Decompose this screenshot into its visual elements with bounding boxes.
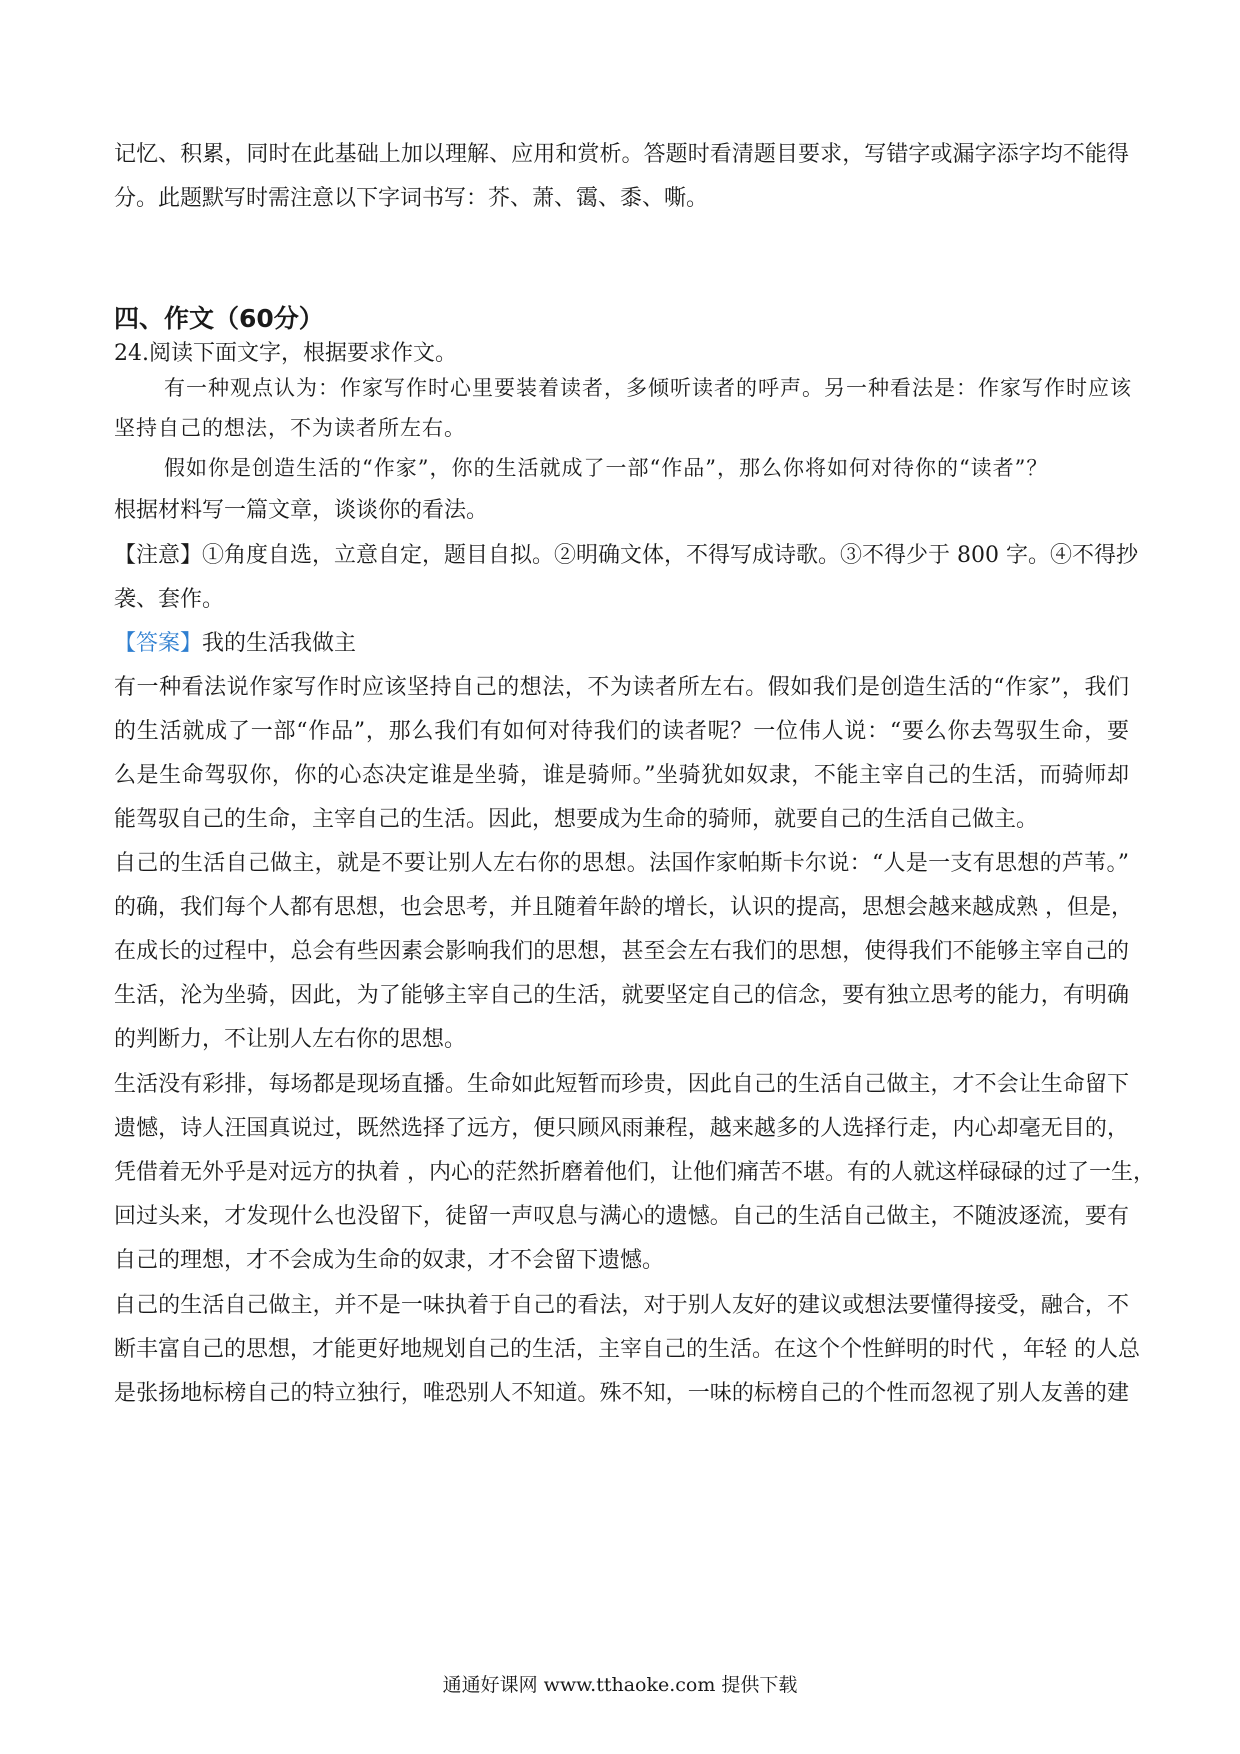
essay-line: 能驾驭自己的生命，主宰自己的生活。因此，想要成为生命的骑师，就要自己的生活自己做主。 bbox=[114, 807, 1039, 832]
answer-title: 我的生活我做主 bbox=[202, 631, 357, 656]
essay-line: 是张扬地标榜自己的特立独行，唯恐别人不知道。殊不知，一味的标榜自己的个性而忽视了别人友善的建 bbox=[114, 1381, 1129, 1406]
material-line-2: 坚持自己的想法，不为读者所左右。 bbox=[114, 416, 466, 440]
intro-line-1: 记忆、积累，同时在此基础上加以理解、应用和赏析。答题时看清题目要求，写错字或漏字添字均不能得 bbox=[114, 142, 1129, 167]
essay-line: 在成长的过程中，总会有些因素会影响我们的思想，甚至会左右我们的思想，使得我们不能够主宰自己的 bbox=[114, 939, 1129, 964]
essay-line: 有一种看法说作家写作时应该坚持自己的想法，不为读者所左右。假如我们是创造生活的“作家”，我们 bbox=[114, 675, 1129, 700]
question-number-line: 24.阅读下面文字，根据要求作文。 bbox=[114, 341, 457, 366]
intro-line-2: 分。此题默写时需注意以下字词书写：芥、萧、霭、黍、嘶。 bbox=[114, 186, 709, 211]
essay-line: 断丰富自己的思想，才能更好地规划自己的生活，主宰自己的生活。在这个个性鲜明的时代 ，年轻 的人总 bbox=[114, 1337, 1140, 1362]
answer-tag: 【答案】 bbox=[114, 631, 203, 656]
essay-line: 自己的理想，才不会成为生命的奴隶，才不会留下遗憾。 bbox=[114, 1248, 665, 1273]
task-line: 根据材料写一篇文章，谈谈你的看法。 bbox=[114, 498, 489, 523]
essay-line: 的生活就成了一部“作品”，那么我们有如何对待我们的读者呢？一位伟人说：“要么你去驾驭生命，要 bbox=[114, 719, 1129, 744]
essay-line: 生活，沦为坐骑，因此，为了能够主宰自己的生活，就要坚定自己的信念，要有独立思考的能力，有明确 bbox=[114, 983, 1129, 1008]
essay-line: 凭借着无外乎是对远方的执着 ，内心的茫然折磨着他们，让他们痛苦不堪。有的人就这样碌碌的过了一生， bbox=[114, 1160, 1155, 1185]
essay-line: 生活没有彩排，每场都是现场直播。生命如此短暂而珍贵，因此自己的生活自己做主，才不会让生命留下 bbox=[114, 1072, 1129, 1097]
material-line-3: 假如你是创造生活的“作家”，你的生活就成了一部“作品”，那么你将如何对待你的“读者”？ bbox=[164, 456, 1049, 480]
essay-line: 么是生命驾驭你，你的心态决定谁是坐骑，谁是骑师。”坐骑犹如奴隶，不能主宰自己的生活，而骑师却 bbox=[114, 763, 1129, 788]
essay-line: 的判断力，不让别人左右你的思想。 bbox=[114, 1027, 467, 1052]
essay-line: 自己的生活自己做主，并不是一味执着于自己的看法，对于别人友好的建议或想法要懂得接受，融合，不 bbox=[114, 1293, 1129, 1318]
essay-line: 遗憾，诗人汪国真说过，既然选择了远方，便只顾风雨兼程，越来越多的人选择行走，内心却毫无目的， bbox=[114, 1116, 1129, 1141]
answer-heading bbox=[114, 629, 1129, 659]
material-line-1: 有一种观点认为：作家写作时心里要装着读者，多倾听读者的呼声。另一种看法是：作家写作时应该 bbox=[164, 376, 1132, 400]
page-footer: 通通好课网 www.tthaoke.com 提供下载 bbox=[442, 1674, 798, 1696]
note-line-2: 袭、套作。 bbox=[114, 587, 225, 612]
note-line-1: 【注意】①角度自选，立意自定，题目自拟。②明确文体，不得写成诗歌。③不得少于 800 字。④不得抄 bbox=[114, 543, 1138, 568]
essay-line: 自己的生活自己做主，就是不要让别人左右你的思想。法国作家帕斯卡尔说：“人是一支有思想的芦苇。” bbox=[114, 851, 1129, 876]
essay-line: 的确，我们每个人都有思想，也会思考，并且随着年龄的增长，认识的提高，思想会越来越成熟 ，但是， bbox=[114, 895, 1133, 920]
essay-line: 回过头来，才发现什么也没留下，徒留一声叹息与满心的遗憾。自己的生活自己做主，不随波逐流，要有 bbox=[114, 1204, 1129, 1229]
section-heading: 四、作文（60分） bbox=[114, 304, 324, 333]
